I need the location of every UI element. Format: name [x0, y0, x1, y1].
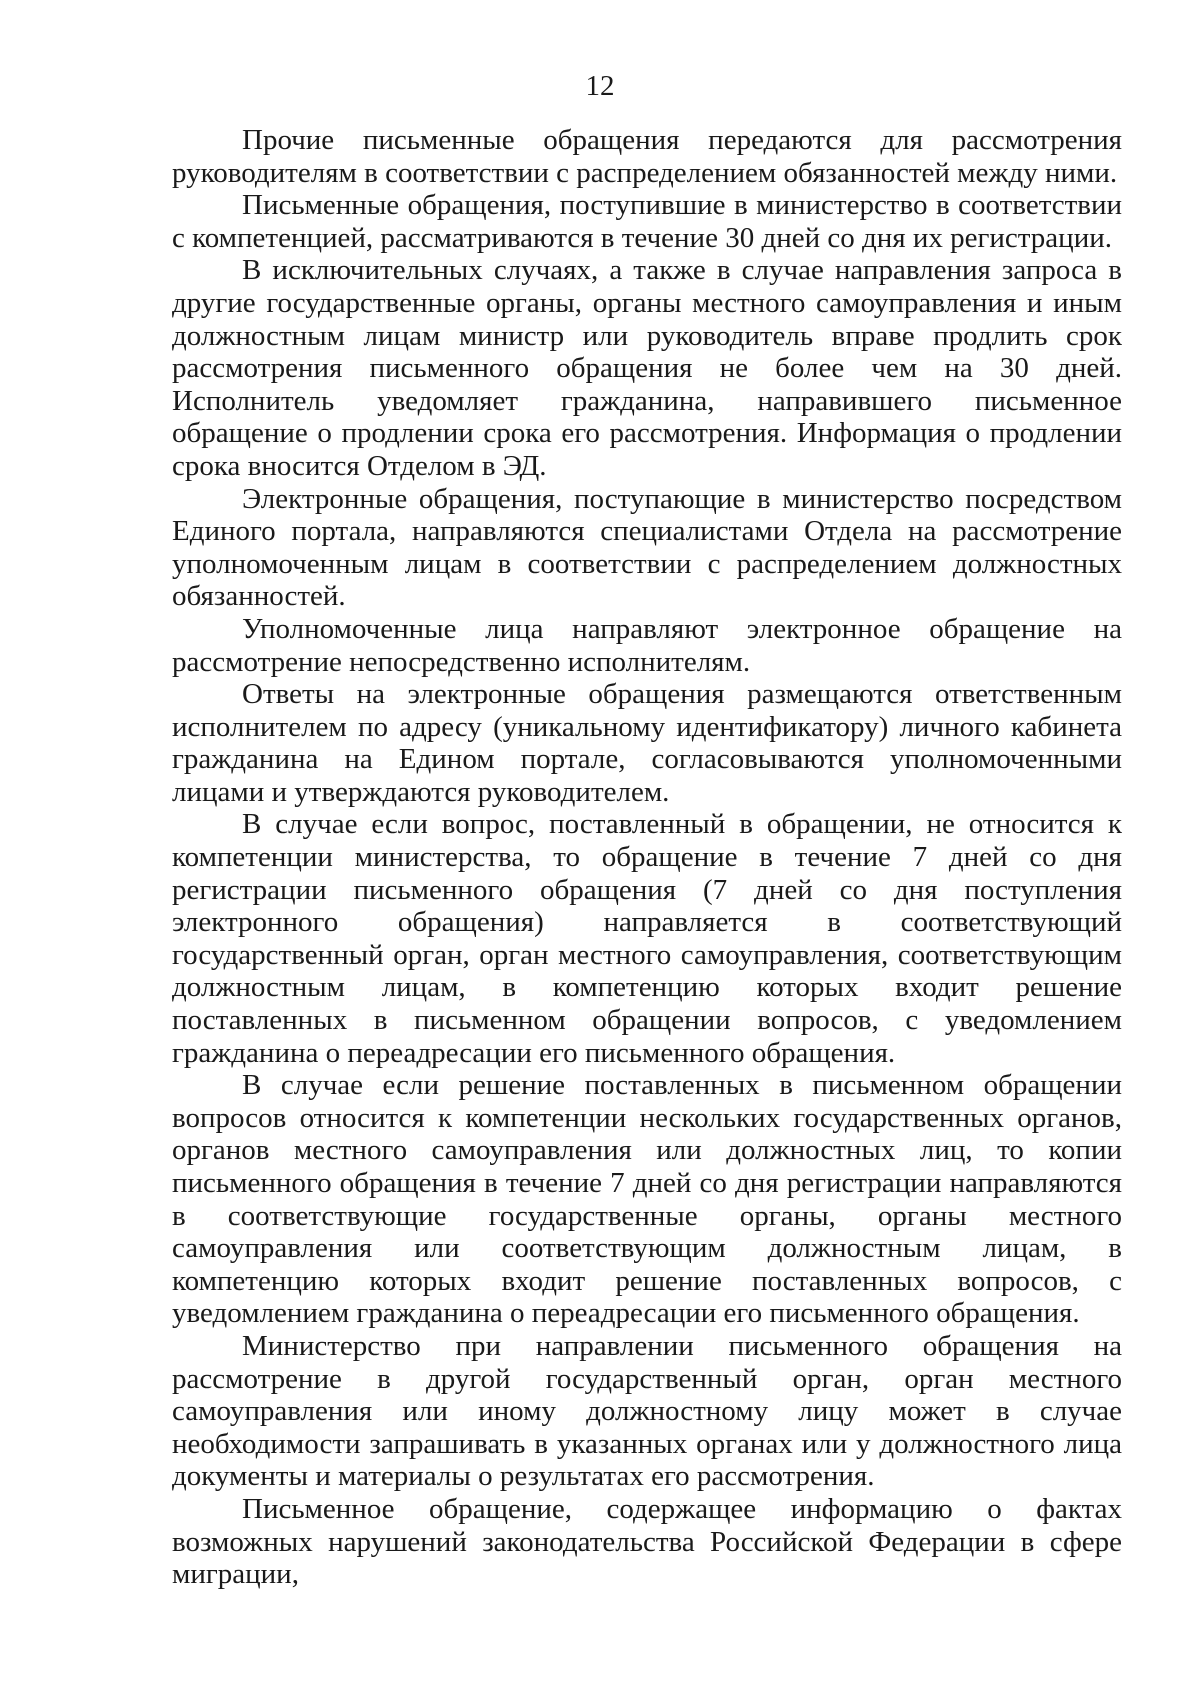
paragraph-1: Прочие письменные обращения передаются для рассмотрения руководителям в соответствии с распределением обязанностей между ними. — [172, 124, 1122, 189]
paragraph-8: В случае если решение поставленных в письменном обращении вопросов относится к компетенции нескольких государственных органов, органов местного самоуправления или должностных лиц, то копии письменного обращения в течение 7 дней со дня регистрации направляются в соответствующие государственные органы, органы местного самоуправления или соответствующим должностным лицам, в компетенцию которых входит решение поставленных вопросов, с уведомлением гражданина о переадресации его письменного обращения. — [172, 1069, 1122, 1330]
page-number: 12 — [585, 70, 615, 102]
paragraph-4: Электронные обращения, поступающие в министерство посредством Единого портала, направляются специалистами Отдела на рассмотрение уполномоченным лицам в соответствии с распределением должностных обязанностей. — [172, 482, 1122, 613]
paragraph-2: Письменные обращения, поступившие в министерство в соответствии с компетенцией, рассматриваются в течение 30 дней со дня их регистрации. — [172, 189, 1122, 254]
document-body — [172, 124, 1122, 1591]
paragraph-3: В исключительных случаях, а также в случае направления запроса в другие государственные органы, органы местного самоуправления и иным должностным лицам министр или руководитель вправе продлить срок рассмотрения письменного обращения не более чем на 30 дней. Исполнитель уведомляет гражданина, направившего письменное обращение о продлении срока его рассмотрения. Информация о продлении срока вносится Отделом в ЭД. — [172, 254, 1122, 482]
paragraph-9: Министерство при направлении письменного обращения на рассмотрение в другой государственный орган, орган местного самоуправления или иному должностному лицу может в случае необходимости запрашивать в указанных органах или у должностного лица документы и материалы о результатах его рассмотрения. — [172, 1329, 1122, 1493]
paragraph-6: Ответы на электронные обращения размещаются ответственным исполнителем по адресу (уникальному идентификатору) личного кабинета гражданина на Едином портале, согласовываются уполномоченными лицами и утверждаются руководителем. — [172, 678, 1122, 808]
paragraph-5: Уполномоченные лица направляют электронное обращение на рассмотрение непосредственно исполнителям. — [172, 612, 1122, 678]
paragraph-7: В случае если вопрос, поставленный в обращении, не относится к компетенции министерства, то обращение в течение 7 дней со дня регистрации письменного обращения (7 дней со дня поступления электронного обращения) направляется в соответствующий государственный орган, орган местного самоуправления, соответствующим должностным лицам, в компетенцию которых входит решение поставленных в письменном обращении вопросов, с уведомлением гражданина о переадресации его письменного обращения. — [172, 808, 1122, 1069]
paragraph-10: Письменное обращение, содержащее информацию о фактах возможных нарушений законодательства Российской Федерации в сфере миграции, — [172, 1492, 1122, 1591]
